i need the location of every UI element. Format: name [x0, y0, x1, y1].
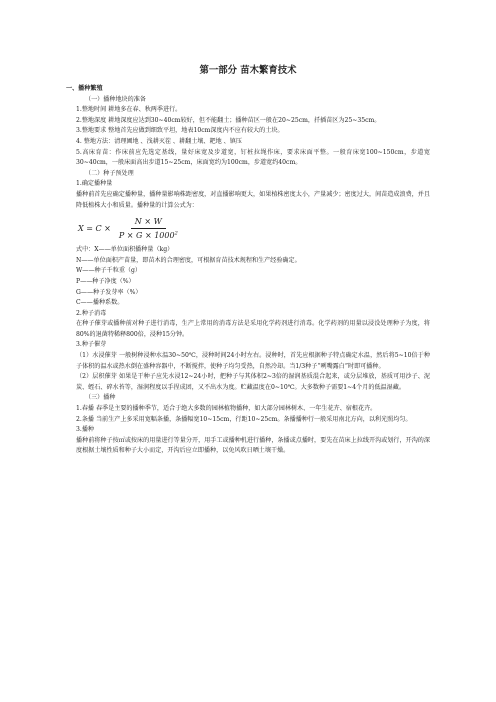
paragraph-tillage-requirements: 3.整地要求 整地首先应做到细致平坦，地表10cm深度内不应有较大的土块。 [76, 127, 284, 135]
paragraph-stratification: （2）层积催芽 如果是干种子应先水浸12~24小时，把种子与其体积2~3倍的湿润基质混合起来，或分层堆放，基质可用沙子、泥炭、蛭石、碎水苔等，湿润程度以手捏成团，又不出水为度。贮藏温度在0~10℃。大多数种子需要1~4个月的低温湿藏。 [76, 373, 430, 391]
paragraph-tillage-depth: 2.整地深度 耕地深度应达到30~40cm较好，但不能翻土；播种苗区一般在20~25cm，扦插苗区为25~35cm。 [76, 116, 381, 124]
formula-exponent: 2 [174, 229, 178, 236]
formula-numerator: N × W [131, 216, 166, 229]
paragraph-seed-disinfection: 在种子催芽或播种前对种子进行消毒，生产上常用的消毒方法是采用化学药剂进行消毒。化学药剂的用量以浸没处理种子为度，将80%的退菌特稀释800倍，浸种15分钟。 [76, 320, 430, 338]
paragraph-sowing-method: 播种前将种子按㎡或按床的用量进行等量分开，用手工或播种机进行播种，条播或点播时，要先在苗床上拉线开沟或划行，开沟的深度根据土壤性质和种子大小而定，开沟后应立即播种，以免风吹日晒土壤干燥。 [76, 436, 430, 455]
paragraph-variable-c: C——播种系数。 [76, 299, 124, 307]
page-title: 第一部分 苗木繁育技术 [199, 65, 297, 76]
formula-fraction [115, 216, 182, 241]
seeding-rate-formula [66, 211, 430, 245]
paragraph-seeding-rate-heading: 1.确定播种量 [76, 180, 113, 188]
paragraph-spring-sowing: 1.春播 春季是主要的播种季节，适合于绝大多数的园林植物播种，如大部分园林树木、一年生花卉、宿根花卉。 [76, 405, 377, 413]
paragraph-variable-p: P——种子净度（%） [76, 277, 135, 285]
paragraph-variable-n: N——单位面积产苗量，即苗木的合理密度，可根据育苗技术规程和生产经验确定。 [76, 256, 301, 264]
section-heading-seed-propagation: 一、播种繁殖 [66, 85, 103, 92]
paragraph-germination-heading: 3.种子催芽 [76, 341, 107, 349]
paragraph-variable-g: G——种子发芽率（%） [76, 288, 142, 296]
formula-lhs: X = C × [78, 223, 111, 233]
paragraph-water-soak: （1）水浸催芽 一般树种浸种水温30~50℃，浸种时间24小时左右。浸种时，首先应根据种子特点确定水温，然后将5~10倍于种子体积的温水或热水倒在盛种容器中，不断搅拌，使种子均匀受热，自然冷却。当1/3种子“咧嘴露白”时即可播种。 [76, 352, 430, 370]
paragraph-drill-sowing: 2.条播 当前生产上多采用宽幅条播，条播幅宽10~15cm，行距10~25cm。条播播种行一般采用南北方向，以利光照均匀。 [76, 415, 412, 423]
subheading-seed-pretreatment: （二）种子预处理 [85, 169, 134, 177]
paragraph-seed-disinfection-heading: 2.种子消毒 [76, 309, 107, 317]
paragraph-seeding-rate: 播种前首先应确定播种量，播种量影响株距密度，对直播影响更大，如果植株密度太小，产量减少；密度过大，间苗造成浪费，并且降低植株大小和质量。播种量的计算公式为： [76, 190, 430, 209]
paragraph-variable-x: 式中：X——单位面积播种量（kg） [76, 246, 174, 254]
formula-denominator: P × G × 1000 [118, 230, 175, 240]
paragraph-raised-bed: 5.高床育苗：作床前应先选定基线，量好床宽及步道宽，钉桩拉绳作床，要求床面平整。一般育床宽100~150cm，步道宽30~40cm，一般床面高出步道15~25cm，床面宽约为100cm，步道宽约40cm。 [76, 148, 430, 167]
paragraph-sowing-heading: 3.播种 [76, 426, 95, 434]
paragraph-tillage-time: 1.整地时间 耕地多在春、秋两季进行。 [76, 106, 182, 114]
formula-denominator-wrap [115, 229, 182, 241]
paragraph-tillage-method: 4. 整地方法：清理圃地 、浅耕灭茬 、耕翻土壤、耙地 、镇压 [76, 137, 242, 145]
paragraph-variable-w: W——种子千粒重（g） [76, 267, 142, 275]
subheading-land-preparation: （一）播种地块的准备 [85, 95, 146, 103]
subheading-sowing: （三）播种 [85, 394, 116, 402]
